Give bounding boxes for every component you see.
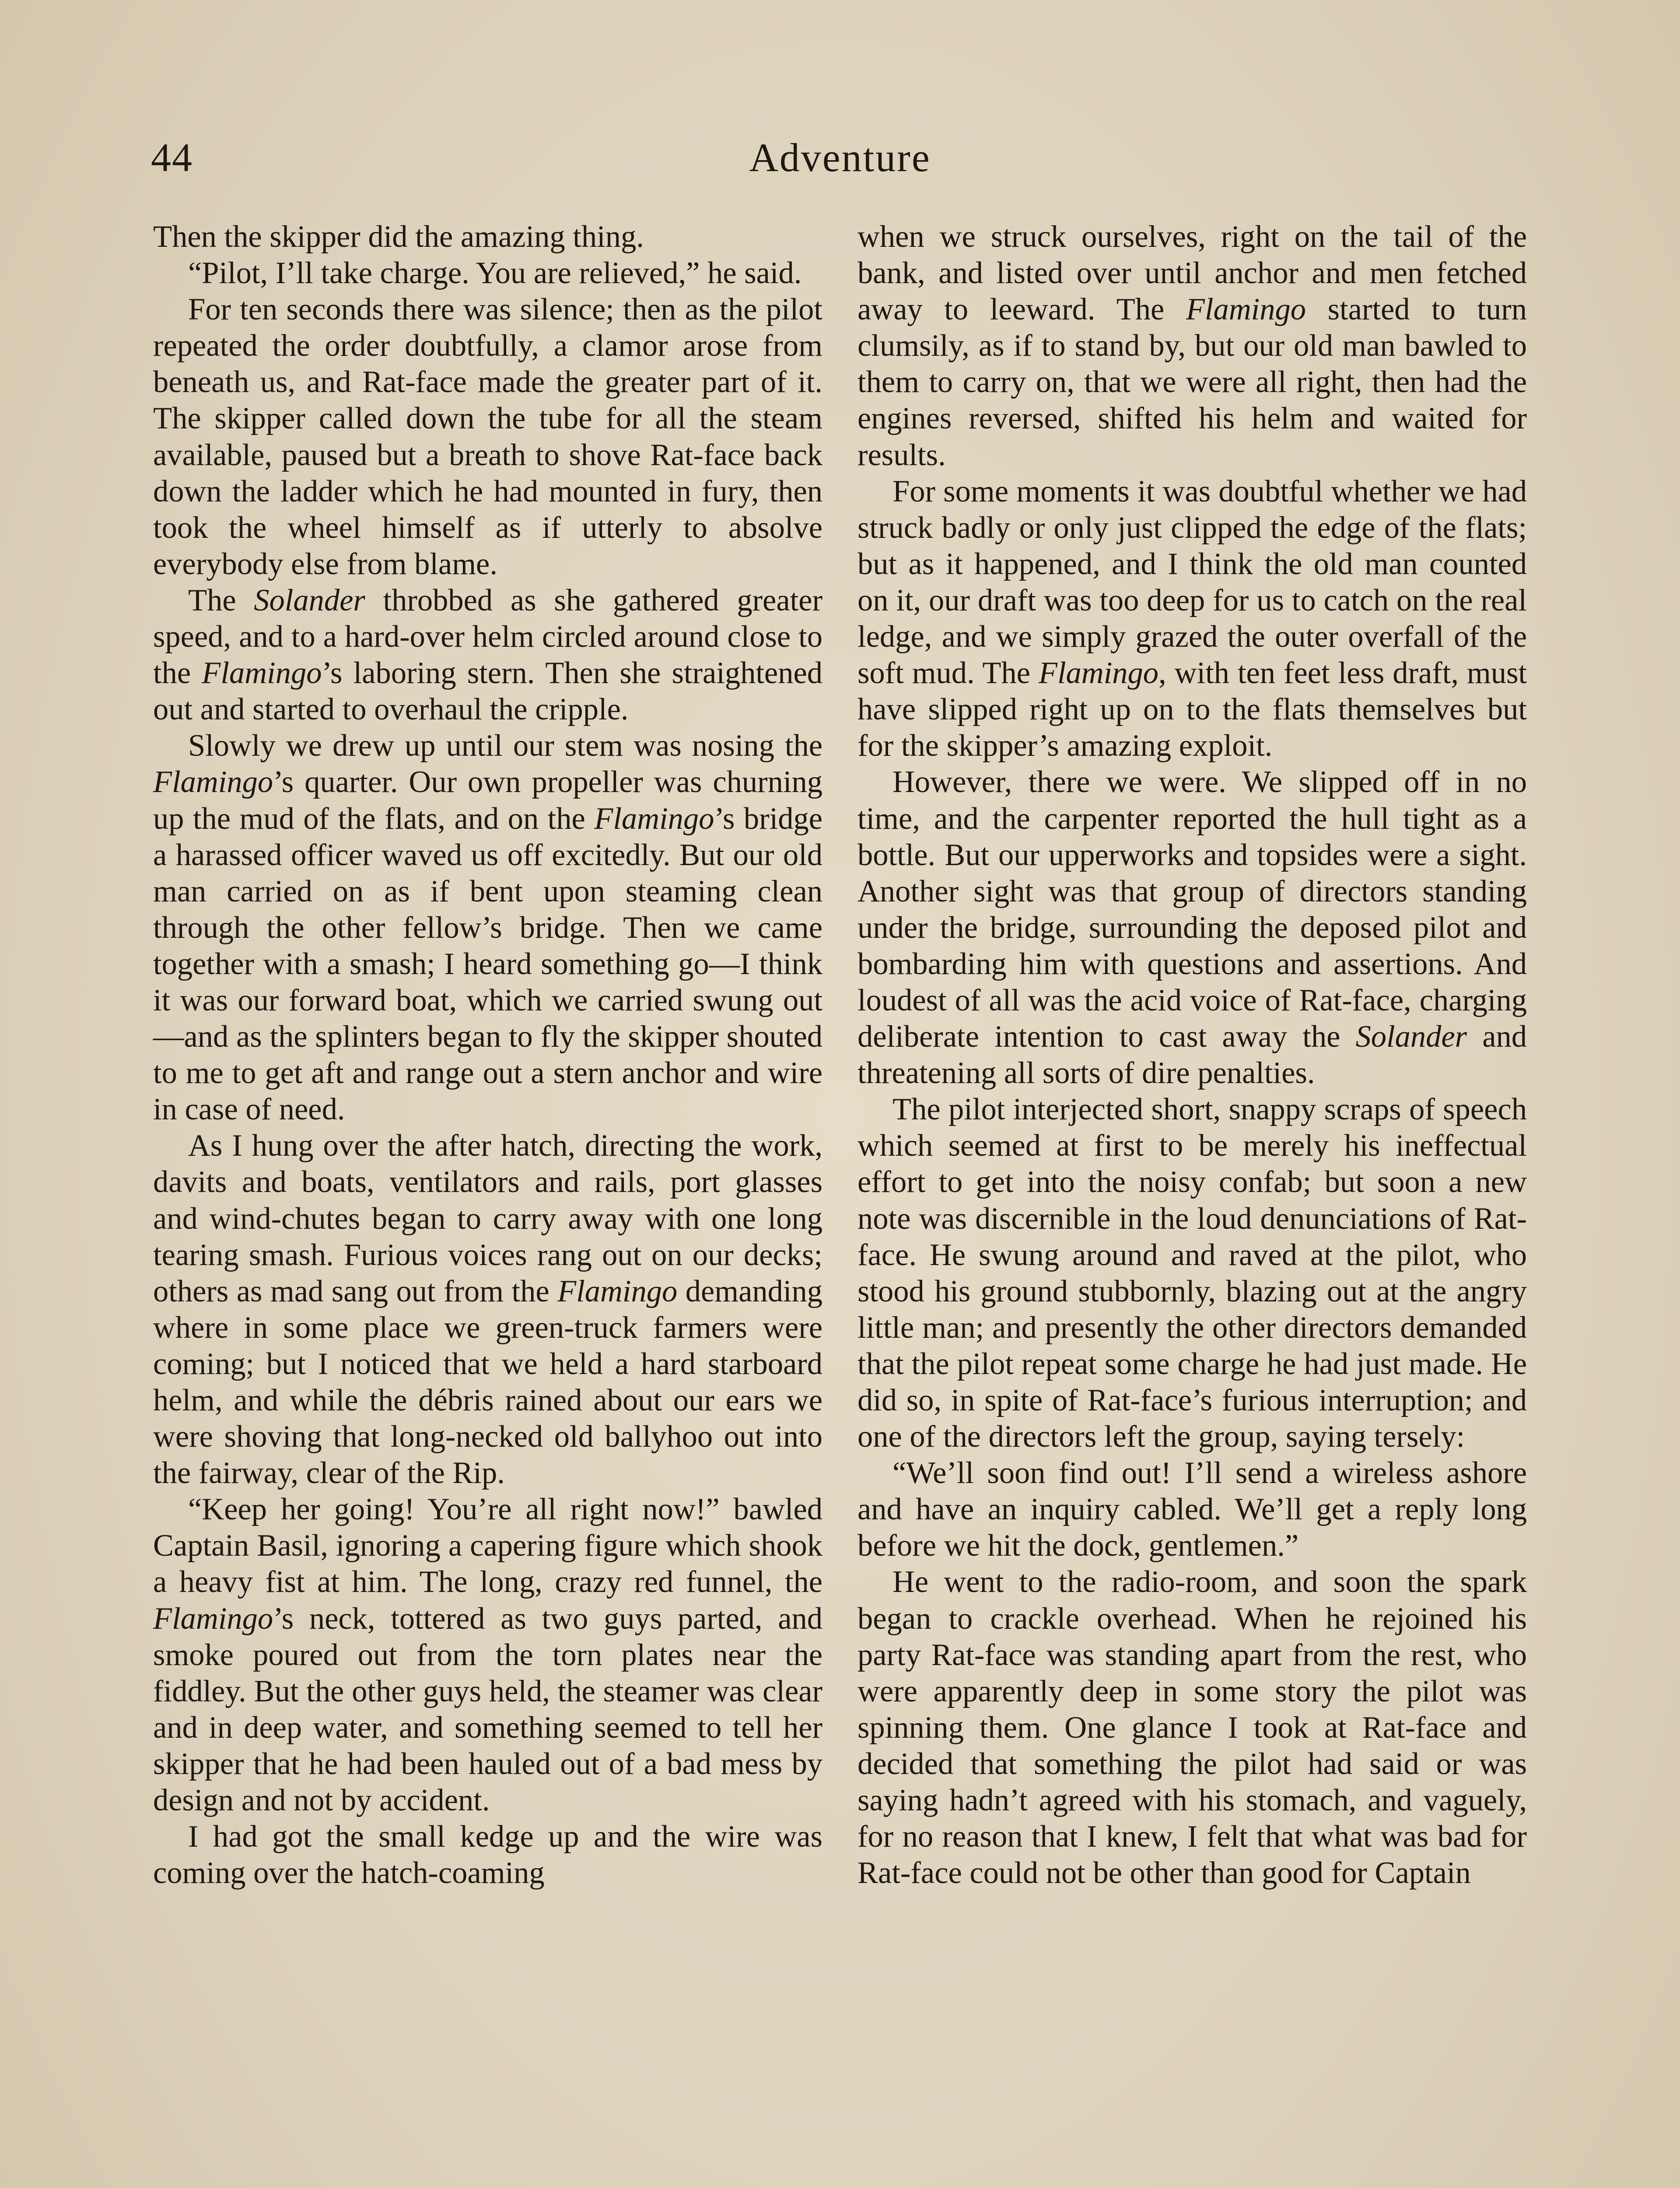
right-column bbox=[858, 219, 1527, 1891]
paragraph: I had got the small kedge up and the wire was coming over the hatch-coaming bbox=[153, 1820, 822, 1890]
paragraph: The pilot interjected short, snappy scraps of speech which seemed at first to be merely his ineffectual effort to get into the noisy confab; but soon a new note was discernible in the loud denunciations of Rat-face. He swung around and raved at the pilot, who stood his ground stubbornly, blazing out at the angry little man; and presently the other directors demanded that the pilot repeat some charge he had just made. He did so, in spite of Rat-face’s furious interruption; and one of the directors left the group, saying tersely: bbox=[858, 1092, 1527, 1454]
paragraph: “Keep her going! You’re all right now!” bawled Captain Basil, ignoring a capering figure which shook a heavy fist at him. The long, crazy red funnel, the Flamingo’s neck, tottered as two guys parted, and smoke poured out from the torn plates near the fiddley. But the other guys held, the steamer was clear and in deep water, and something seemed to tell her skipper that he had been hauled out of a bad mess by design and not by accident. bbox=[153, 1492, 822, 1818]
magazine-title: Adventure bbox=[749, 135, 931, 180]
paragraph: “Pilot, I’ll take charge. You are relieved,” he said. bbox=[188, 256, 802, 291]
paragraph: As I hung over the after hatch, directing the work, davits and boats, ventilators and rails, port glasses and wind-chutes began to carry away with one long tearing smash. Furious voices rang out on our decks; others as mad sang out from the Flamingo demanding where in some place we green-truck farmers were coming; but I noticed that we held a hard starboard helm, and while the débris rained about our ears we were shoving that long-necked old ballyhoo out into the fairway, clear of the Rip. bbox=[153, 1129, 822, 1490]
paragraph: For ten seconds there was silence; then as the pilot repeated the order doubtfully, a clamor arose from beneath us, and Rat-face made the greater part of it. The skipper called down the tube for all the steam available, paused but a breath to shove Rat-face back down the ladder which he had mounted in fury, then took the wheel himself as if utterly to absolve everybody else from blame. bbox=[153, 292, 822, 581]
left-column bbox=[153, 219, 822, 1891]
paragraph: However, there we were. We slipped off in no time, and the carpenter reported the hull tight as a bottle. But our upperworks and topsides were a sight. Another sight was that group of directors standing under the bridge, surrounding the deposed pilot and bombarding him with questions and assertions. And loudest of all was the acid voice of Rat-face, charging deliberate intention to cast away the Solander and threatening all sorts of dire penalties. bbox=[858, 765, 1527, 1090]
paragraph: “We’ll soon find out! I’ll send a wireless ashore and have an inquiry cabled. We’ll get a reply long before we hit the dock, gentlemen.” bbox=[858, 1456, 1527, 1563]
paragraph: Slowly we drew up until our stem was nosing the Flamingo’s quarter. Our own propeller was churning up the mud of the flats, and on the Flamingo’s bridge a harassed officer waved us off excitedly. But our old man carried on as if bent upon steaming clean through the other fellow’s bridge. Then we came together with a smash; I heard something go—I think it was our forward boat, which we carried swung out—and as the splinters began to fly the skipper shouted to me to get aft and range out a stern anchor and wire in case of need. bbox=[153, 729, 822, 1127]
page-number: 44 bbox=[151, 135, 193, 180]
paragraph: For some moments it was doubtful whether we had struck badly or only just clipped the edge of the flats; but as it happened, and I think the old man counted on it, our draft was too deep for us to catch on the real ledge, and we simply grazed the outer overfall of the soft mud. The Flamingo, with ten feet less draft, must have slipped right up on to the flats themselves but for the skipper’s amazing exploit. bbox=[858, 474, 1527, 763]
paragraph: He went to the radio-room, and soon the spark began to crackle overhead. When he rejoined his party Rat-face was standing apart from the rest, who were apparently deep in some story the pilot was spinning them. One glance I took at Rat-face and decided that something the pilot had said or was saying hadn’t agreed with his stomach, and vaguely, for no reason that I knew, I felt that what was bad for Rat-face could not be other than good for Captain bbox=[858, 1565, 1527, 1890]
paragraph: when we struck ourselves, right on the tail of the bank, and listed over until anchor and men fetched away to leeward. The Flamingo started to turn clumsily, as if to stand by, but our old man bawled to them to carry on, that we were all right, then had the engines reversed, shifted his helm and waited for results. bbox=[858, 220, 1527, 472]
page-header bbox=[151, 127, 1529, 188]
paragraph: The Solander throbbed as she gathered greater speed, and to a hard-over helm circled around close to the Flamingo’s laboring stern. Then she straightened out and started to overhaul the cripple. bbox=[153, 583, 822, 727]
paragraph: Then the skipper did the amazing thing. bbox=[153, 220, 644, 254]
